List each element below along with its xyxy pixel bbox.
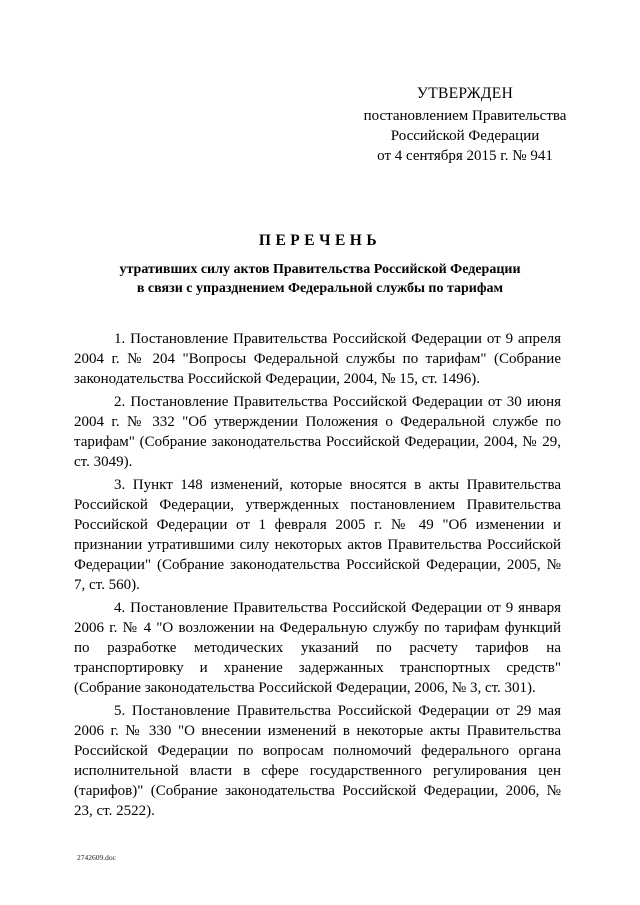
approval-line-2: Российской Федерации: [390, 128, 540, 144]
list-item: 1. Постановление Правительства Российской Федерации от 9 апреля 2004 г. № 204 "Вопросы Федеральной службы по тарифам" (Собрание законодательства Российской Федерации, 2004, № 15, ст. 1496).: [74, 331, 561, 387]
list-item: 5. Постановление Правительства Российской Федерации от 29 мая 2006 г. № 330 "О внесении изменений в некоторые акты Правительства Российской Федерации по вопросам полномочий федерального органа исполнительной власти в сфере государственного регулирования цен (тарифов)" (Собрание законодательства Российской Федерации, 2006, № 23, ст. 2522).: [74, 703, 561, 819]
document-title: ПЕРЕЧЕНЬ: [258, 232, 382, 249]
approval-heading: УТВЕРЖДЕН: [416, 85, 514, 102]
approval-line-3: от 4 сентября 2015 г. № 941: [377, 148, 553, 164]
approval-line-1: постановлением Правительства: [363, 108, 567, 124]
list-item: 4. Постановление Правительства Российской Федерации от 9 января 2006 г. № 4 "О возложении на Федеральную службу по тарифам функций по разработке методических указаний по расчету тарифов на транспортировку и хранение задержанных транспортных средств" (Собрание законодательства Российской Федерации, 2006, № 3, ст. 301).: [74, 600, 561, 696]
approval-block: [340, 84, 590, 166]
acts-list: [74, 329, 561, 824]
footer-filename: 2742609.doc: [77, 853, 116, 862]
list-item: 3. Пункт 148 изменений, которые вносятся в акты Правительства Российской Федерации, утвержденных постановлением Правительства Российской Федерации от 1 февраля 2005 г. № 49 "Об изменении и признании утратившими силу некоторых актов Правительства Российской Федерации" (Собрание законодательства Российской Федерации, 2005, № 7, ст. 560).: [74, 477, 561, 593]
subtitle-line-2: в связи с упразднением Федеральной службы по тарифам: [136, 281, 504, 296]
subtitle-line-1: утративших силу актов Правительства Российской Федерации: [119, 262, 521, 277]
document-subtitle: [60, 260, 580, 298]
list-item: 2. Постановление Правительства Российской Федерации от 30 июня 2004 г. № 332 "Об утверждении Положения о Федеральной службе по тарифам" (Собрание законодательства Российской Федерации, 2004, № 29, ст. 3049).: [74, 394, 561, 470]
